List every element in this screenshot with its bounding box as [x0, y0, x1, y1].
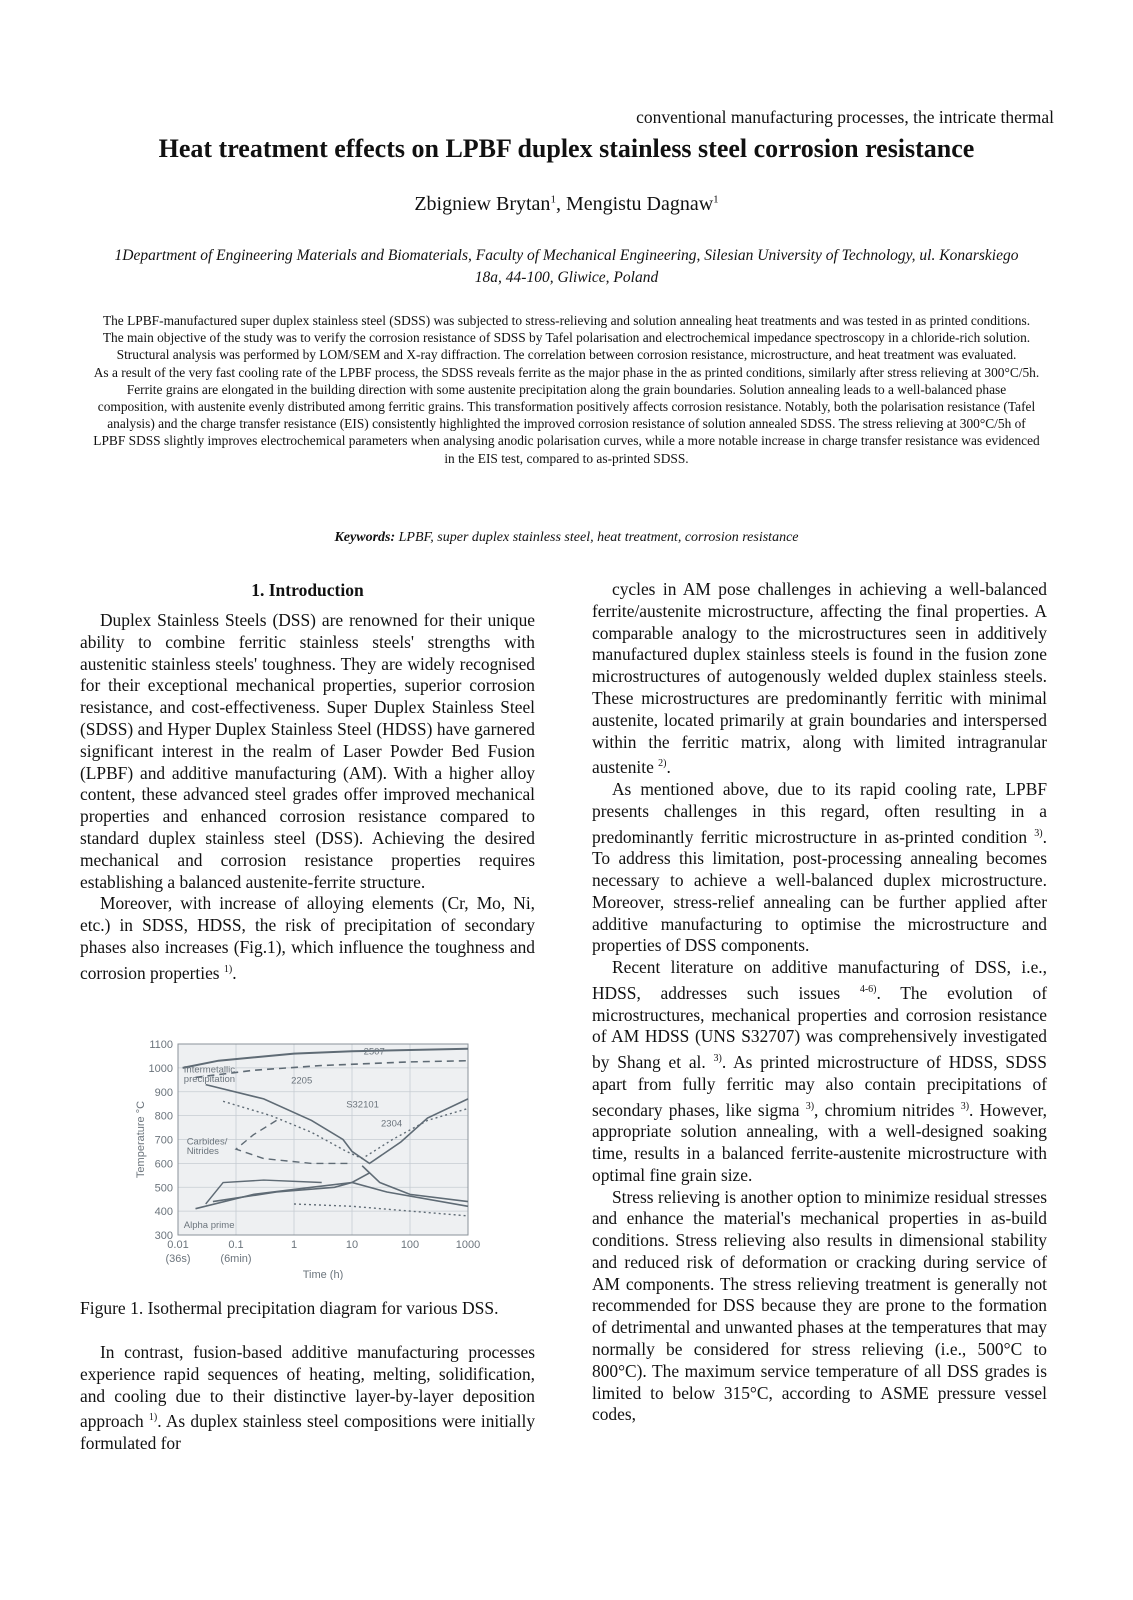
text-run: . As printed microstructure of HDSS, SDSS apart from fully ferritic may also contain precipitations of secondary phases, like sigma: [592, 1051, 1047, 1120]
label-s32101: S32101: [346, 1099, 379, 1111]
x-tick-label: 10: [345, 1239, 359, 1251]
label-alpha-prime: Alpha prime: [183, 1219, 235, 1231]
x-tick-sublabel: (36s): [165, 1253, 191, 1265]
x-axis-label: Time (h): [302, 1269, 344, 1280]
body-paragraph: [592, 1187, 1047, 1427]
keywords: [0, 530, 1133, 546]
text-run: Recent literature on additive manufacturing of DSS, i.e., HDSS, addresses such issues: [592, 957, 1047, 1003]
author-affiliation-mark: 1: [550, 193, 556, 206]
y-tick-label: 500: [154, 1182, 173, 1195]
y-axis-label: Temperature °C: [135, 1100, 147, 1179]
text-run: .: [666, 757, 671, 778]
author-name: Mengistu Dagnaw: [565, 193, 714, 215]
y-tick-label: 800: [154, 1110, 173, 1123]
citation-mark: 3): [960, 1100, 970, 1112]
label-2304: 2304: [381, 1118, 403, 1130]
paper-title: Heat treatment effects on LPBF duplex stainless steel corrosion resistance: [158, 134, 975, 163]
text-run: As mentioned above, due to its rapid cooling rate, LPBF presents challenges in this regard, often resulting in a predominantly ferritic microstructure in as-printed condition: [592, 778, 1047, 847]
label-intermetallic-line1: Intermetallic: [183, 1064, 236, 1076]
citation-mark: 4-6): [859, 983, 877, 995]
body-paragraph: [80, 893, 535, 984]
x-tick-label: 1: [290, 1239, 298, 1251]
author-name: Zbigniew Brytan: [414, 193, 551, 215]
author-separator: ,: [555, 193, 566, 215]
y-tick-label: 1100: [149, 1040, 173, 1051]
abstract: [92, 312, 1041, 467]
x-tick-label: 1000: [455, 1239, 481, 1251]
carryover-line: conventional manufacturing processes, the intricate thermal: [636, 107, 1054, 127]
citation-mark: 1): [223, 963, 233, 975]
x-tick-label: 0.01: [167, 1239, 189, 1251]
text-run: , chromium nitrides: [814, 1099, 961, 1120]
body-paragraph: [592, 579, 1047, 779]
keywords-label: Keywords:: [334, 530, 396, 545]
text-run: . However, appropriate solution annealing, with a well-designed soaking time, results in a balanced ferrite-austenite microstructure with optimal fine grain size.: [592, 1099, 1047, 1185]
citation-mark: 3): [805, 1100, 815, 1112]
text-run: Duplex Stainless Steels (DSS) are renowned for their unique ability to combine ferritic stainless steels' strengths with austenitic stainless steels' toughness. They are widely recognised for their exceptional mechanical properties, superior corrosion resistance, and cost-effectiveness. Super Duplex Stainless Steel (SDSS) and Hyper Duplex Stainless Steel (HDSS) have garnered significant interest in the realm of Laser Powder Bed Fusion (LPBF) and additive manufacturing (AM). With a higher alloy content, these advanced steel grades offer improved mechanical properties and enhanced corrosion resistance compared to standard duplex stainless steel (DSS). Achieving the desired mechanical and corrosion resistance properties requires establishing a balanced austenite-ferrite structure.: [80, 610, 535, 892]
figure-isothermal-precipitation: [130, 1040, 490, 1280]
text-run: .: [232, 962, 237, 983]
affiliation: 1Department of Engineering Materials and Biomaterials, Faculty of Mechanical Engineering, Silesian University of Technology, ul. Konarskiego 18a, 44-100, Gliwice, Poland: [114, 247, 1019, 286]
text-run: Moreover, with increase of alloying elements (Cr, Mo, Ni, etc.) in SDSS, HDSS, the risk of precipitation of secondary phases also increases (Fig.1), which influence the toughness and corrosion properties: [80, 893, 535, 983]
x-tick-sublabel: (6min): [220, 1253, 252, 1265]
author-affiliation-mark: 1: [713, 193, 719, 206]
text-run: . To address this limitation, post-processing annealing becomes necessary to achieve a well-balanced duplex microstructure. Moreover, stress-relief annealing can be further applied after additive manufacturing to optimise the microstructure and properties of DSS components.: [592, 826, 1047, 956]
citation-mark: 1): [148, 1412, 158, 1424]
left-column-top: [80, 610, 535, 984]
abstract-paragraph: As a result of the very fast cooling rate of the LPBF process, the SDSS reveals ferrite as the major phase in the as printed conditions, similarly after stress relieving at 300°C/5h. Ferrite grains are elongated in the building direction with some austenite precipitation along the grain boundaries. Solution annealing leads to a well-balanced phase composition, with austenite evenly distributed among ferritic grains. This transformation positively affects corrosion resistance. Notably, both the polarisation resistance (Tafel analysis) and the charge transfer resistance (EIS) consistently highlighted the improved corrosion resistance of solution annealed SDSS. The stress relieving at 300°C/5h of LPBF SDSS slightly improves electrochemical parameters when analysing anodic polarisation curves, while a more notable increase in charge transfer resistance was evidenced in the EIS test, compared to as-printed SDSS.: [93, 364, 1040, 466]
text-run: In contrast, fusion-based additive manufacturing processes experience rapid sequences of heating, melting, solidification, and cooling due to their distinctive layer-by-layer deposition approach: [80, 1342, 535, 1432]
y-tick-label: 600: [154, 1158, 173, 1171]
authors: [0, 193, 1133, 216]
body-paragraph: [592, 957, 1047, 1186]
abstract-paragraph: The LPBF-manufactured super duplex stainless steel (SDSS) was subjected to stress-relieving and solution annealing heat treatments and was tested in as printed conditions. The main objective of the study was to verify the corrosion resistance of SDSS by Tafel polarisation and electrochemical impedance spectroscopy in a chloride-rich solution. Structural analysis was performed by LOM/SEM and X-ray diffraction. The correlation between corrosion resistance, microstructure, and heat treatment was evaluated.: [102, 313, 1031, 363]
text-run: Stress relieving is another option to minimize residual stresses and enhance the material's mechanical properties in as-build conditions. Stress relieving also results in dimensional stability and reduced risk of deformation or cracking during service of AM components. The stress relieving treatment is generally not recommended for DSS because they are prone to the formation of detrimental and unwanted phases at the temperatures that may normally be considered for stress relieving (i.e., 500°C to 800°C). The maximum service temperature of all DSS grades is limited to below 315°C, according to ASME pressure vessel codes,: [592, 1186, 1047, 1425]
text-run: . As duplex stainless steel compositions were initially formulated for: [80, 1411, 536, 1453]
y-tick-label: 400: [154, 1206, 173, 1219]
y-tick-label: 900: [154, 1086, 173, 1099]
left-column-bottom: [80, 1342, 535, 1455]
citation-mark: 2): [658, 758, 667, 770]
x-tick-label: 0.1: [228, 1239, 244, 1251]
label-2507: 2507: [363, 1046, 385, 1058]
body-paragraph: [80, 1342, 535, 1455]
y-tick-label: 1000: [148, 1062, 173, 1075]
y-tick-label: 700: [154, 1134, 173, 1147]
x-tick-label: 100: [400, 1239, 420, 1251]
text-run: cycles in AM pose challenges in achieving a well-balanced ferrite/austenite microstructure, affecting the final properties. A comparable analogy to the microstructures seen in additively manufactured duplex stainless steels is found in the fusion zone microstructures of autogenously welded duplex stainless steels. These microstructures are predominantly ferritic with minimal austenite, located primarily at grain boundaries and interspersed within the ferritic matrix, along with limited intragranular austenite: [592, 579, 1047, 778]
body-paragraph: [592, 779, 1047, 957]
citation-mark: 3): [1034, 827, 1043, 839]
keywords-text: LPBF, super duplex stainless steel, heat treatment, corrosion resistance: [395, 530, 799, 545]
precipitation-diagram: [130, 1040, 490, 1280]
section-heading: 1. Introduction: [251, 580, 364, 600]
label-carbides-line1: Carbides/: [186, 1136, 228, 1148]
figure-caption: Figure 1. Isothermal precipitation diagram for various DSS.: [80, 1298, 499, 1318]
text-run: . The evolution of microstructures, mechanical properties and corrosion resistance of AM HDSS (UNS S32707) was comprehensively investigated by Shang et al.: [592, 982, 1047, 1072]
label-2205: 2205: [291, 1075, 313, 1087]
label-carbides-line2: Nitrides: [186, 1145, 219, 1157]
label-intermetallic-line2: precipitation: [183, 1074, 236, 1086]
body-paragraph: [80, 610, 535, 893]
right-column: [592, 579, 1047, 1426]
citation-mark: 3): [713, 1053, 722, 1065]
y-tick-label: 300: [154, 1230, 173, 1242]
